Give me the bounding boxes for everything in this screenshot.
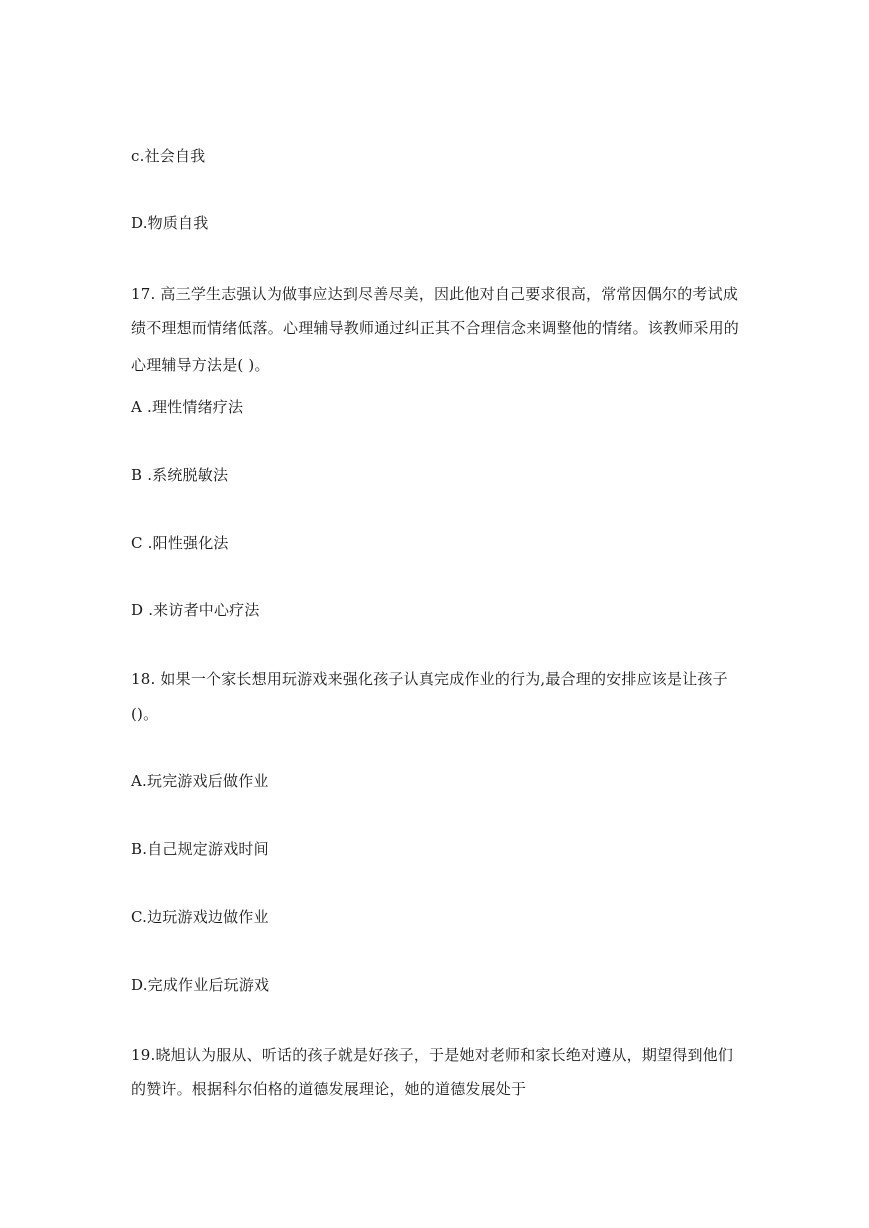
- q18-option-c: C.边玩游戏边做作业: [131, 908, 269, 926]
- q17-option-b: B .系统脱敏法: [131, 466, 229, 484]
- q16-option-d: D.物质自我: [131, 214, 209, 232]
- q17-stem-line-2: 绩不理想而情绪低落。心理辅导教师通过纠正其不合理信念来调整他的情绪。该教师采用的: [131, 319, 740, 337]
- q17-option-d: D .来访者中心疗法: [131, 601, 260, 619]
- q17-stem-line-1: 17. 高三学生志强认为做事应达到尽善尽美，因此他对自己要求很高，常常因偶尔的考试成: [131, 285, 739, 303]
- q18-stem-line-2: ()。: [131, 705, 159, 723]
- q18-option-b: B.自己规定游戏时间: [131, 840, 269, 858]
- q16-option-c: c.社会自我: [131, 147, 206, 165]
- q19-stem-line-1: 19.晓旭认为服从、听话的孩子就是好孩子，于是她对老师和家长绝对遵从，期望得到他们: [131, 1046, 734, 1064]
- q18-option-d: D.完成作业后玩游戏: [131, 976, 270, 994]
- q17-option-a: A .理性情绪疗法: [131, 398, 244, 416]
- q18-option-a: A.玩完游戏后做作业: [131, 772, 269, 790]
- q17-option-c: C .阳性强化法: [131, 534, 229, 552]
- q18-stem-line-1: 18. 如果一个家长想用玩游戏来强化孩子认真完成作业的行为,最合理的安排应该是让孩子: [131, 670, 728, 688]
- q17-stem-line-3: 心理辅导方法是( )。: [131, 356, 270, 374]
- q19-stem-line-2: 的赞许。根据科尔伯格的道德发展理论，她的道德发展处于: [131, 1080, 527, 1098]
